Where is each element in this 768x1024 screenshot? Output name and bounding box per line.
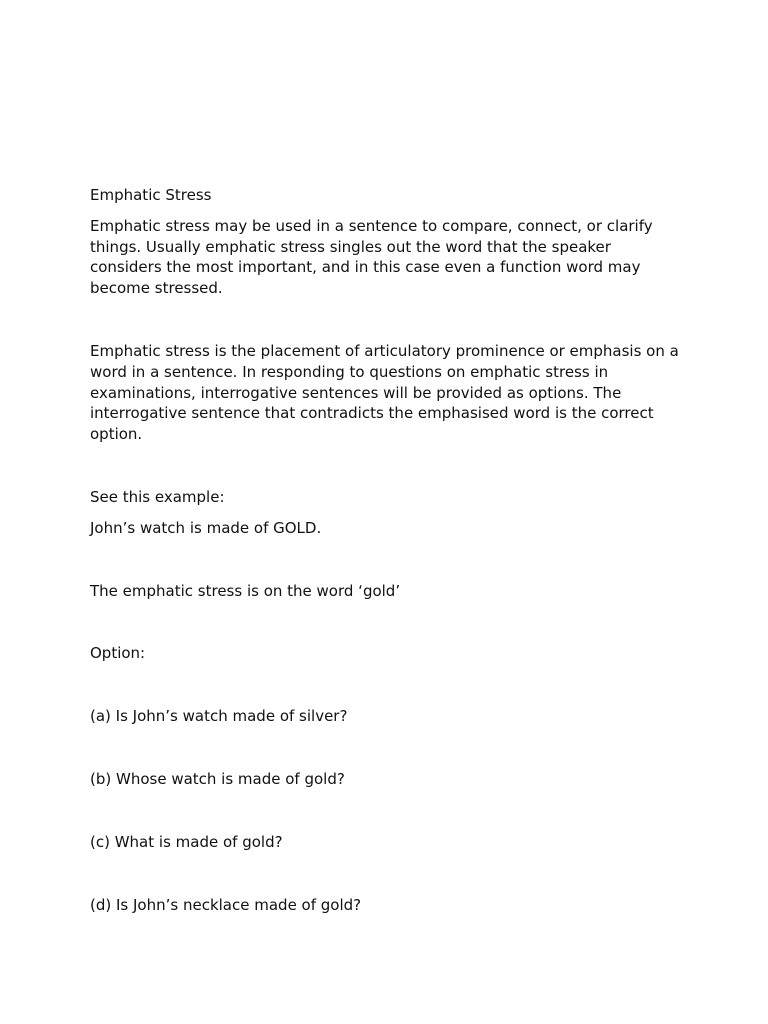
document-title: Emphatic Stress	[90, 186, 212, 204]
option-d: (d) Is John’s necklace made of gold?	[90, 895, 362, 914]
example-sentence: John’s watch is made of GOLD.	[90, 518, 322, 537]
option-a: (a) Is John’s watch made of silver?	[90, 707, 348, 726]
option-b: (b) Whose watch is made of gold?	[90, 769, 345, 788]
option-c: (c) What is made of gold?	[90, 832, 283, 851]
see-example-label: See this example:	[90, 487, 225, 506]
option-label: Option:	[90, 644, 146, 663]
paragraph-definition: Emphatic stress may be used in a sentence to compare, connect, or clarify things. Usually emphatic stress singles out the word that the speaker considers the most important, and in this case even a function word may become stressed.	[90, 216, 653, 298]
document-page	[90, 185, 680, 915]
paragraph-examination-guidance: Emphatic stress is the placement of articulatory prominence or emphasis on a word in a sentence. In responding to questions on emphatic stress in examinations, interrogative sentences will be provided as options. The interrogative sentence that contradicts the emphasised word is the correct option.	[90, 341, 679, 444]
emphasis-note: The emphatic stress is on the word ‘gold’	[90, 581, 401, 600]
